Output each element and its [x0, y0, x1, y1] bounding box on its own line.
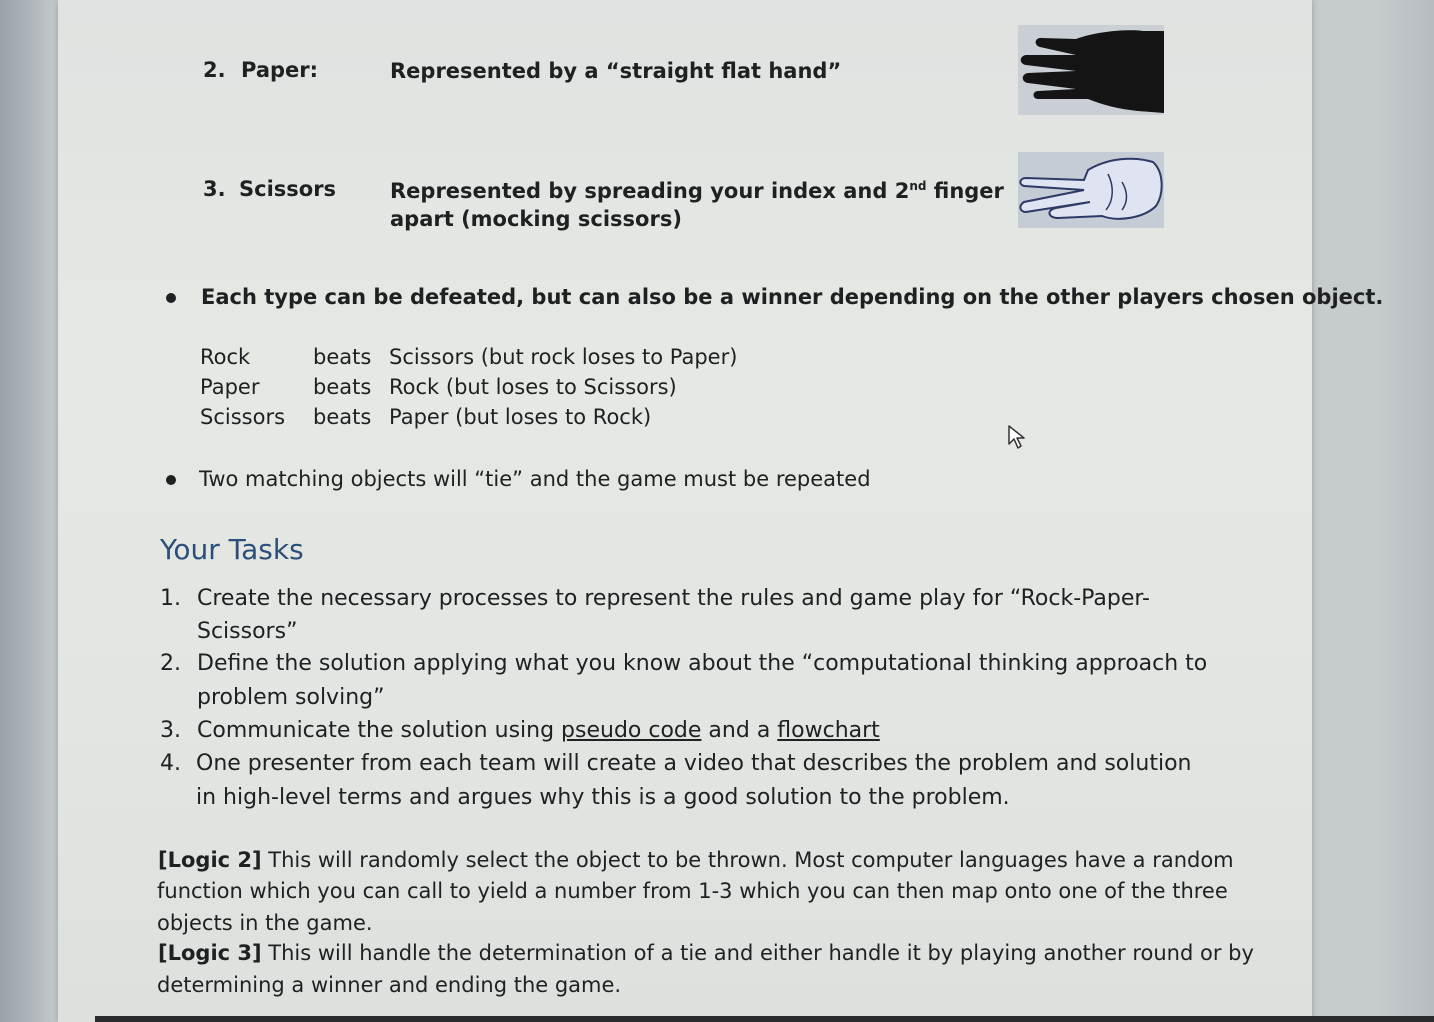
flat-hand-icon [1018, 25, 1164, 115]
rule-result: Rock (but loses to Scissors) [389, 375, 677, 399]
rule-object: Paper [200, 375, 260, 399]
bullet-defeat-text: Each type can be defeated, but can also be a winner depending on the other players chosen object. [201, 285, 1384, 309]
logic-2-line2: function which you can call to yield a number from 1-3 which you can then map onto one of the three [157, 879, 1228, 903]
tasks-heading: Your Tasks [160, 533, 304, 566]
logic-2-line3: objects in the game. [157, 911, 373, 935]
task-1-line2: Scissors” [197, 619, 298, 644]
rule-result: Scissors (but rock loses to Paper) [389, 345, 738, 369]
pseudo-code-link[interactable]: pseudo code [561, 718, 702, 743]
task-1-line1: Create the necessary processes to represent the rules and game play for “Rock-Paper- [197, 586, 1150, 611]
window-bottom-edge [95, 1016, 1434, 1022]
logic-3-line1: [Logic 3] This will handle the determination of a tie and either handle it by playing another round or by [158, 941, 1254, 965]
task-3-line: Communicate the solution using pseudo code and a flowchart [197, 718, 880, 743]
task-4-line1: One presenter from each team will create a video that describes the problem and solution [196, 751, 1192, 776]
task-2-line2: problem solving” [197, 685, 385, 710]
task-number: 3. [160, 718, 181, 743]
task-2-line1: Define the solution applying what you know about the “computational thinking approach to [197, 651, 1208, 676]
rule-verb: beats [313, 405, 372, 429]
rule-verb: beats [313, 375, 372, 399]
rule-verb: beats [313, 345, 372, 369]
flowchart-link[interactable]: flowchart [777, 718, 880, 743]
object-description-paper: Represented by a “straight flat hand” [390, 59, 842, 83]
task-number: 1. [160, 586, 181, 611]
object-name-paper: Paper: [241, 58, 319, 82]
object-number-paper: 2. [203, 58, 226, 82]
mouse-pointer-icon [1007, 424, 1027, 450]
bullet-dot [166, 475, 176, 485]
rule-object: Rock [200, 345, 251, 369]
object-description-scissors-line2: apart (mocking scissors) [390, 207, 682, 231]
object-name-scissors: Scissors [239, 177, 337, 201]
scissors-hand-icon [1018, 152, 1164, 228]
task-number: 4. [160, 751, 181, 776]
logic-3-line2: determining a winner and ending the game. [157, 973, 622, 997]
task-number: 2. [160, 651, 181, 676]
bullet-dot [166, 293, 176, 303]
rule-object: Scissors [200, 405, 286, 429]
bullet-tie-text: Two matching objects will “tie” and the game must be repeated [199, 467, 871, 491]
logic-2-line1: [Logic 2] This will randomly select the object to be thrown. Most computer languages have a random [158, 848, 1234, 872]
object-description-scissors-line1: Represented by spreading your index and 2nd finger [390, 179, 1004, 203]
object-number-scissors: 3. [203, 177, 226, 201]
rule-result: Paper (but loses to Rock) [389, 405, 652, 429]
task-4-line2: in high-level terms and argues why this is a good solution to the problem. [196, 785, 1010, 810]
